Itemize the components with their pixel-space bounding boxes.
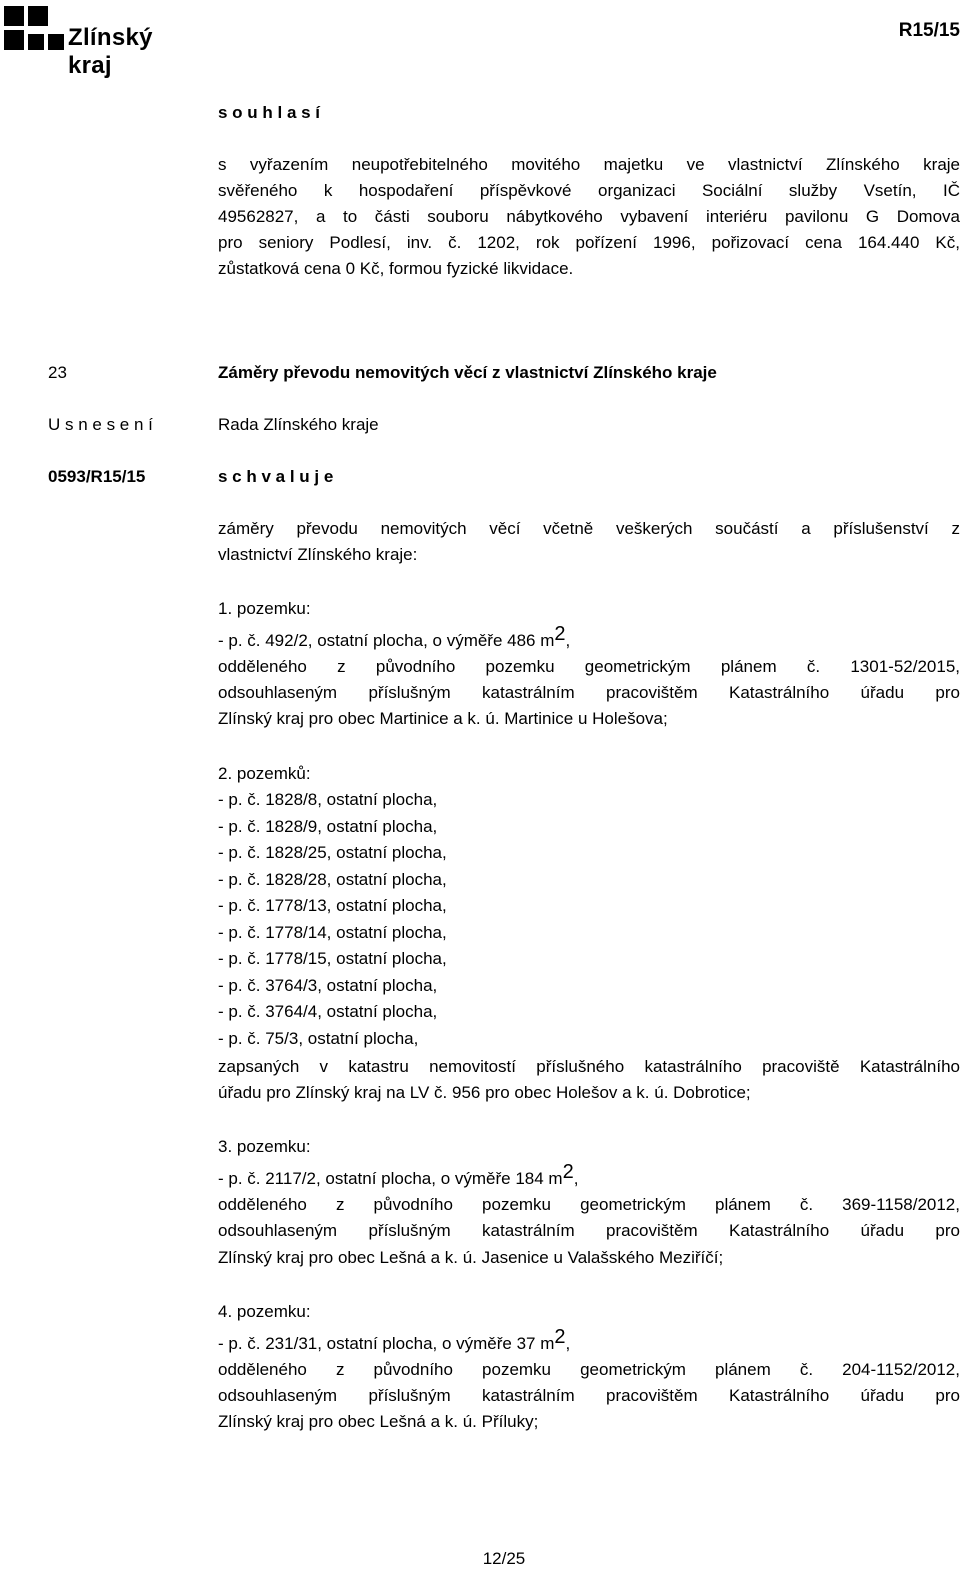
parcel2-label: 2. pozemků: bbox=[218, 764, 311, 783]
page-code: R15/15 bbox=[898, 20, 960, 41]
parcel4-line bbox=[218, 1326, 571, 1357]
parcel3-desc: Zlínský kraj pro obec Lešná a k. ú. Jasenice u Valašského Meziříčí; bbox=[218, 1248, 724, 1267]
list-item: - p. č. 1828/25, ostatní plocha, bbox=[218, 843, 447, 862]
parcel1-desc: odsouhlaseným příslušným katastrálním pracovištěm Katastrálního úřadu pro bbox=[218, 683, 960, 702]
intro-line: vlastnictví Zlínského kraje: bbox=[218, 545, 418, 564]
parcel1-text: - p. č. 492/2, ostatní plocha, o výměře 486 m bbox=[218, 631, 555, 650]
list-item: - p. č. 1778/13, ostatní plocha, bbox=[218, 896, 447, 915]
parcel4-sup: 2 bbox=[554, 1326, 566, 1348]
parcel3-desc: odsouhlaseným příslušným katastrálním pracovištěm Katastrálního úřadu pro bbox=[218, 1221, 960, 1240]
list-item: - p. č. 1828/8, ostatní plocha, bbox=[218, 790, 438, 809]
parcel3-desc: odděleného z původního pozemku geometrickým plánem č. 369-1158/2012, bbox=[218, 1195, 960, 1214]
logo-square-3 bbox=[4, 30, 24, 50]
item-title: Záměry převodu nemovitých věcí z vlastnictví Zlínského kraje bbox=[218, 363, 717, 382]
parcel3-text: - p. č. 2117/2, ostatní plocha, o výměře 184 m bbox=[218, 1169, 563, 1188]
logo-square-1 bbox=[4, 6, 24, 26]
parcel2-desc: zapsaných v katastru nemovitostí příslušného katastrálního pracoviště Katastrálního bbox=[218, 1057, 960, 1076]
parcel4-label: 4. pozemku: bbox=[218, 1302, 311, 1321]
intro-line: záměry převodu nemovitých věcí včetně veškerých součástí a příslušenství z bbox=[218, 519, 960, 538]
list-item: - p. č. 1828/9, ostatní plocha, bbox=[218, 817, 438, 836]
page-number: 12/25 bbox=[482, 1549, 526, 1568]
logo-square-4 bbox=[28, 34, 44, 50]
parcel3-sup: 2 bbox=[562, 1161, 574, 1183]
list-item: - p. č. 1828/28, ostatní plocha, bbox=[218, 870, 447, 889]
parcel1-label: 1. pozemku: bbox=[218, 599, 311, 618]
parcel3-label: 3. pozemku: bbox=[218, 1137, 311, 1156]
parcel1-desc: odděleného z původního pozemku geometrickým plánem č. 1301-52/2015, bbox=[218, 657, 960, 676]
parcel3-line bbox=[218, 1161, 579, 1192]
parcel4-desc: odsouhlaseným příslušným katastrálním pracovištěm Katastrálního úřadu pro bbox=[218, 1386, 960, 1405]
parcel3-end: , bbox=[573, 1169, 579, 1188]
list-item: - p. č. 3764/3, ostatní plocha, bbox=[218, 976, 438, 995]
parcel4-text: - p. č. 231/31, ostatní plocha, o výměře 37 m bbox=[218, 1334, 555, 1353]
logo-square-5 bbox=[48, 34, 64, 50]
list-item: - p. č. 1778/14, ostatní plocha, bbox=[218, 923, 447, 942]
usneseni-label: U s n e s e n í bbox=[48, 415, 153, 434]
logo bbox=[4, 6, 194, 79]
parcel4-desc: Zlínský kraj pro obec Lešná a k. ú. Příluky; bbox=[218, 1412, 539, 1431]
parcel2-desc: úřadu pro Zlínský kraj na LV č. 956 pro obec Holešov a k. ú. Dobrotice; bbox=[218, 1083, 751, 1102]
section1-line: pro seniory Podlesí, inv. č. 1202, rok pořízení 1996, pořizovací cena 164.440 Kč, bbox=[218, 233, 960, 252]
resolution-verb: s c h v a l u j e bbox=[218, 467, 334, 486]
parcel1-desc: Zlínský kraj pro obec Martinice a k. ú. Martinice u Holešova; bbox=[218, 709, 668, 728]
section1-line: svěřeného k hospodaření příspěvkové organizaci Sociální služby Vsetín, IČ bbox=[218, 181, 960, 200]
section1-line: s vyřazením neupotřebitelného movitého majetku ve vlastnictví Zlínského kraje bbox=[218, 155, 960, 174]
list-item: - p. č. 3764/4, ostatní plocha, bbox=[218, 1002, 438, 1021]
parcel1-sup: 2 bbox=[554, 623, 566, 645]
logo-text: Zlínský kraj bbox=[68, 24, 153, 79]
resolution-number: 0593/R15/15 bbox=[48, 467, 146, 486]
parcel4-desc: odděleného z původního pozemku geometrickým plánem č. 204-1152/2012, bbox=[218, 1360, 960, 1379]
parcel4-end: , bbox=[565, 1334, 571, 1353]
section-heading-souhlasi: s o u h l a s í bbox=[218, 103, 321, 122]
parcel1-line bbox=[218, 623, 571, 654]
list-item: - p. č. 1778/15, ostatní plocha, bbox=[218, 949, 447, 968]
item-number: 23 bbox=[48, 363, 67, 382]
resolution-body: Rada Zlínského kraje bbox=[218, 415, 379, 434]
section1-line: zůstatková cena 0 Kč, formou fyzické likvidace. bbox=[218, 259, 574, 278]
list-item: - p. č. 75/3, ostatní plocha, bbox=[218, 1029, 419, 1048]
section1-line: 49562827, a to části souboru nábytkového vybavení interiéru pavilonu G Domova bbox=[218, 207, 960, 226]
logo-square-2 bbox=[28, 6, 48, 26]
parcel1-end: , bbox=[565, 631, 571, 650]
